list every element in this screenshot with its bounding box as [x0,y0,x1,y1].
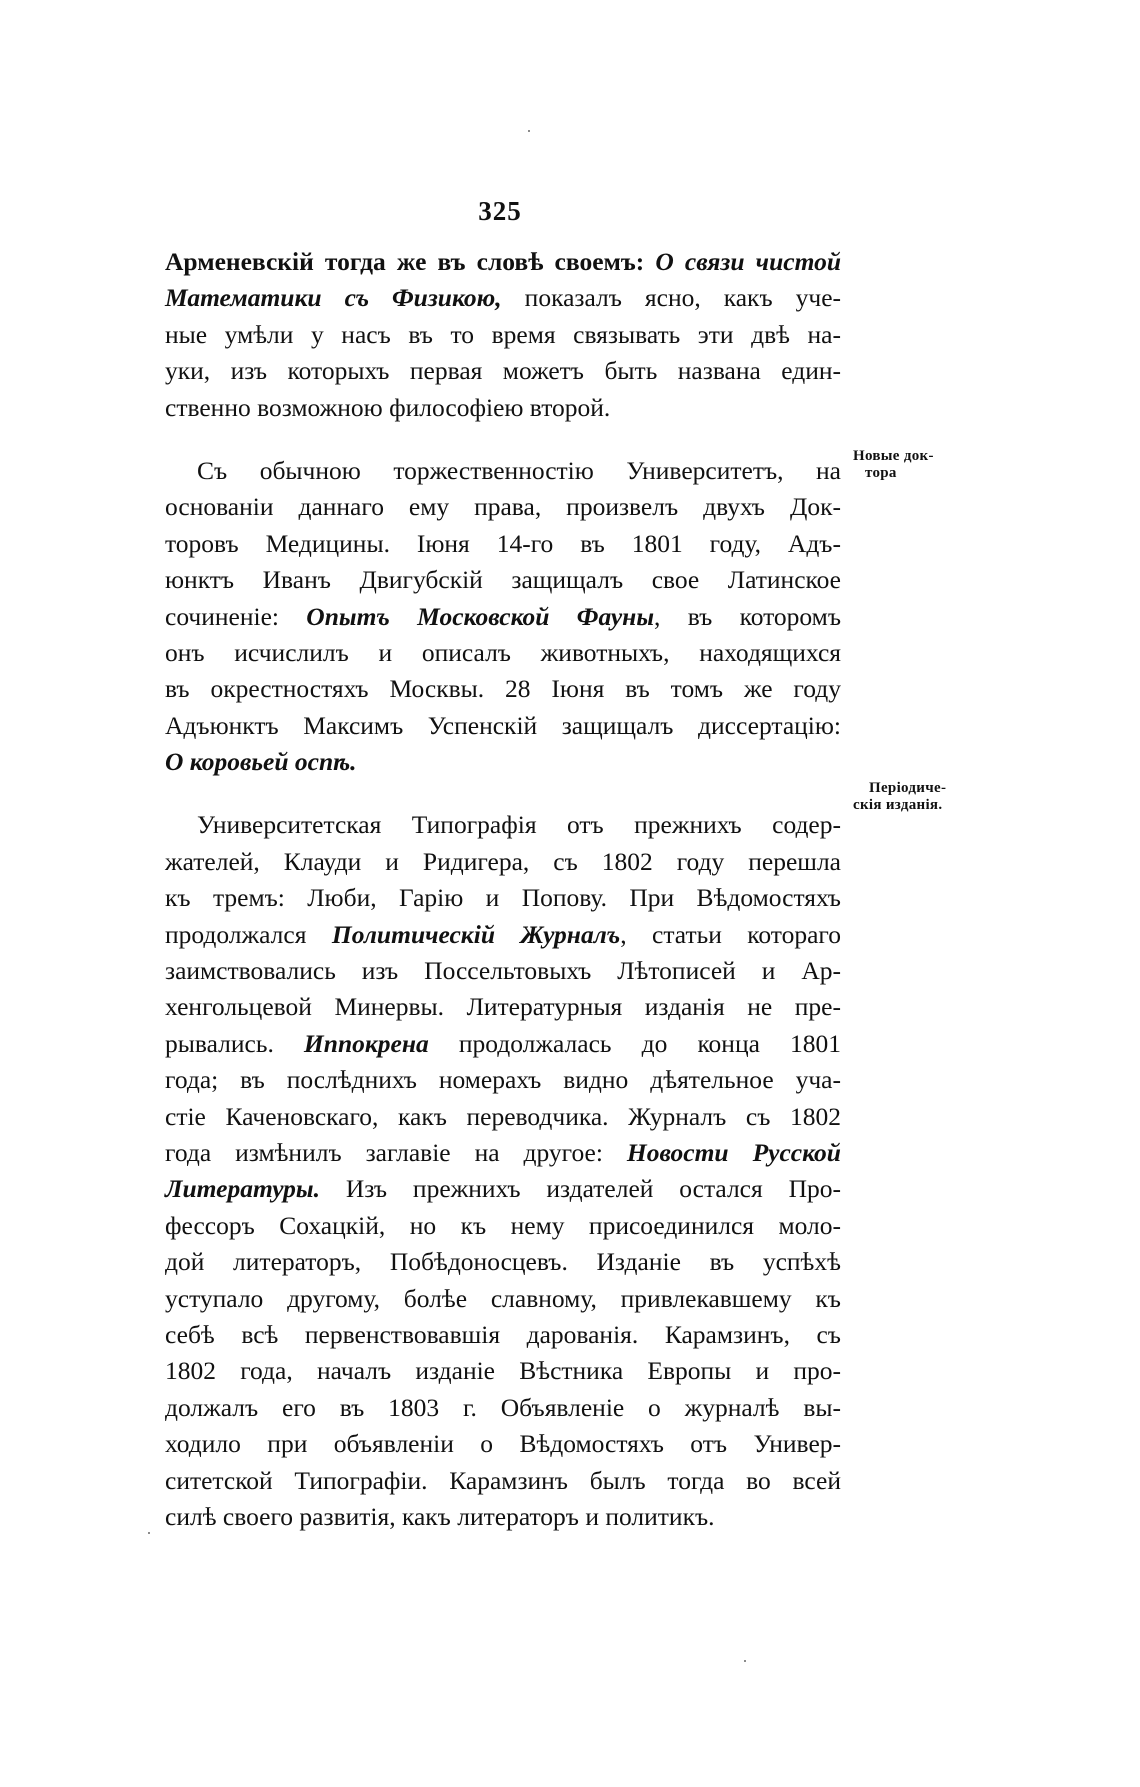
text-run: уки, изъ которыхъ первая можетъ быть названа един- [165,356,841,386]
text-run: продолжалась до конца 1801 [428,1028,841,1058]
emphasized-text: О коровьей оспѣ. [165,747,357,777]
text-line [165,317,841,353]
page-number: 325 [478,196,522,226]
text-run: жателей, Клауди и Ридигера, съ 1802 году перешла [165,846,841,876]
text-run: ственно возможною философіею второй. [165,392,611,422]
text-run: основаніи даннаго ему права, произвелъ двухъ Док- [165,492,841,522]
margin-note-line: скія изданія. [853,797,943,813]
text-run: рывались. [165,1028,304,1058]
text-line [165,526,841,562]
text-run: силѣ своего развитія, какъ литераторъ и политикъ. [165,1501,715,1531]
text-line [165,1062,841,1098]
text-line [165,244,841,280]
text-run: ходило при объявленіи о Вѣдомостяхъ отъ Универ- [165,1429,841,1459]
text-run: ситетской Типографіи. Карамзинъ былъ тогда во всей [165,1465,841,1495]
text-line [165,1499,841,1535]
text-line [165,1426,841,1462]
text-line [165,390,841,426]
text-line [165,880,841,916]
text-run: продолжался [165,919,332,949]
paragraph [165,244,841,426]
text-line [165,1099,841,1135]
text-line [165,953,841,989]
text-line [165,1135,841,1171]
text-line [165,844,841,880]
text-line [165,562,841,598]
emphasized-text: Иппокрена [303,1028,429,1058]
margin-note-line: тора [865,465,897,481]
text-run: заимствовались изъ Поссельтовыхъ Лѣтописей и Ар- [165,956,841,986]
text-line [165,353,841,389]
text-run: торовъ Медицины. Іюня 14-го въ 1801 году, Адъ- [165,528,841,558]
text-run: должалъ его въ 1803 г. Объявленіе о журналѣ вы- [165,1392,841,1422]
paragraph [165,453,841,781]
emphasized-text: Опытъ Московской Фауны [306,601,655,631]
main-text [165,244,841,1535]
text-run: Съ обычною торжественностію Университетъ, на [197,455,841,485]
margin-note-new-doctors [853,448,983,482]
text-run: сочиненіе: [165,601,307,631]
emphasized-text: Математики съ Физикою, [165,283,502,313]
margin-note-periodicals [853,780,983,814]
text-line [165,1208,841,1244]
text-run: стіе Каченовскаго, какъ переводчика. Журналъ съ 1802 [165,1101,841,1131]
text-run: онъ исчислилъ и описалъ животныхъ, находящихся [165,637,841,667]
emphasized-text: Литературы. [165,1174,320,1204]
text-run: Изъ прежнихъ издателей остался Про- [320,1174,841,1204]
text-run: въ окрестностяхъ Москвы. 28 Іюня въ томъ же году [165,674,841,704]
text-run: года измѣнилъ заглавіе на другое: [165,1137,627,1167]
text-line [165,599,841,635]
text-run: хенгольцевой Минервы. Литературныя изданія не пре- [165,992,841,1022]
paragraph-gap [165,780,841,807]
emphasized-text: О связи чистой [655,247,841,276]
margin-note-line: Періодиче- [869,780,947,796]
text-run: Адъюнктъ Максимъ Успенскій защищалъ диссертацію: [165,710,841,740]
text-line [165,1353,841,1389]
paper-speck [528,130,530,132]
paragraph [165,807,841,1535]
text-run: къ тремъ: Люби, Гарію и Попову. При Вѣдомостяхъ [165,883,841,913]
text-line [165,807,841,843]
text-run: года; въ послѣднихъ номерахъ видно дѣятельное уча- [165,1065,841,1095]
text-run: , въ которомъ [654,601,842,631]
text-run: юнктъ Иванъ Двигубскій защищалъ свое Латинское [165,565,841,595]
text-run: фессоръ Сохацкій, но къ нему присоединился моло- [165,1210,841,1240]
text-line [165,989,841,1025]
text-line [165,1281,841,1317]
text-run: 1802 года, началъ изданіе Вѣстника Европы и про- [165,1356,841,1386]
text-line [165,635,841,671]
text-run: себѣ всѣ первенствовавшія дарованія. Карамзинъ, съ [165,1319,841,1349]
margin-note-line: Новые док- [853,448,934,464]
paper-speck [744,1660,746,1662]
text-line [165,1171,841,1207]
text-line [165,453,841,489]
text-line [165,671,841,707]
text-run: уступало другому, болѣе славному, привлекавшему къ [165,1283,841,1313]
text-line [165,917,841,953]
text-line [165,1244,841,1280]
paper-speck [148,1532,150,1534]
text-line [165,1026,841,1062]
text-line [165,1463,841,1499]
text-run: Университетская Типографія отъ прежнихъ содер- [197,810,841,840]
text-line [165,708,841,744]
text-run: , статьи котораго [620,919,842,949]
text-run: показалъ ясно, какъ уче- [501,283,842,313]
emphasized-text: Политическій Журналъ [331,919,621,949]
text-line [165,1390,841,1426]
text-line [165,1317,841,1353]
text-run: дой литераторъ, Побѣдоносцевъ. Изданіе въ успѣхѣ [165,1247,841,1277]
text-run: ные умѣли у насъ въ то время связывать эти двѣ на- [165,319,841,349]
text-run: Арменевскій тогда же въ словѣ своемъ: [165,247,656,276]
text-line [165,744,841,780]
paragraph-gap [165,426,841,453]
text-line [165,280,841,316]
text-line [165,489,841,525]
emphasized-text: Новости Русской [626,1137,841,1167]
